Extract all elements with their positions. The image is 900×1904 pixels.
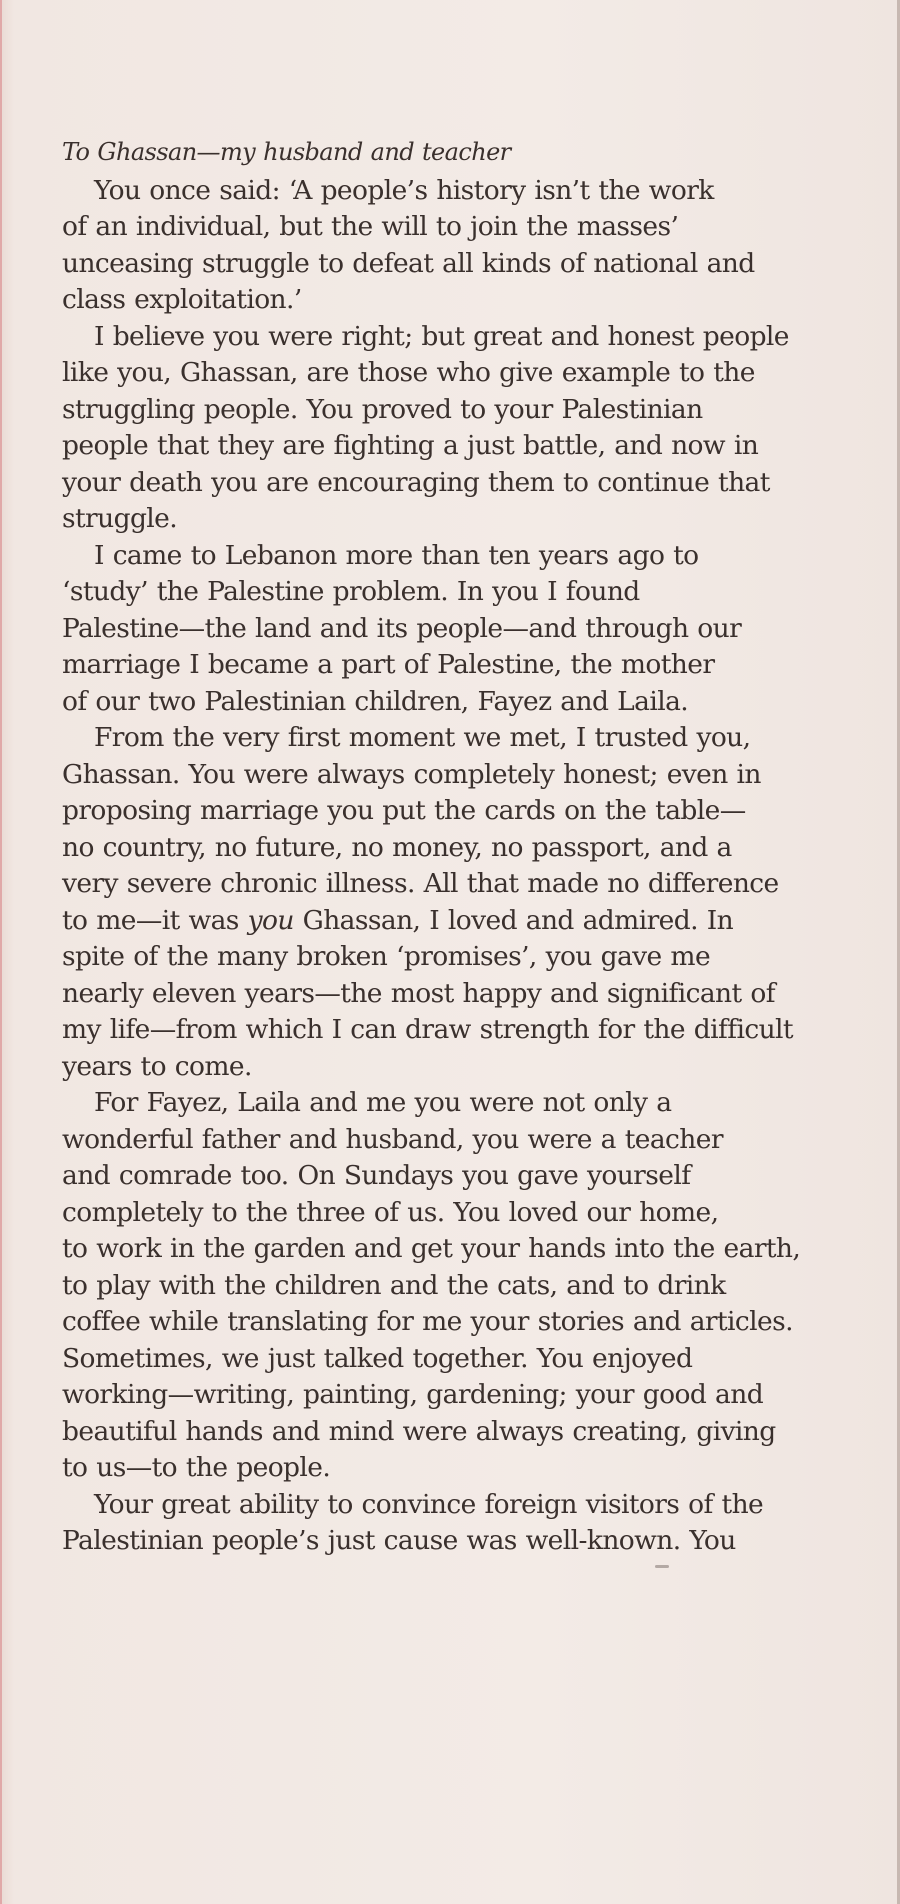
paragraph-5-line-2: wonderful father and husband, you were a teacher [62, 1123, 723, 1155]
paragraph-6-line-1: Your great ability to convince foreign visitors of the [94, 1488, 764, 1520]
paragraph-4-line-5: very severe chronic illness. All that made no difference [62, 868, 779, 899]
dedication: To Ghassan—my husband and teacher [62, 138, 511, 166]
letter-body [62, 134, 882, 1560]
paragraph-5-line-9: working—writing, painting, gardening; your good and [62, 1379, 764, 1410]
paragraph-4-line-6-end: Ghassan, I loved and admired. In [302, 904, 734, 936]
paragraph-4-line-10: years to come. [62, 1050, 252, 1082]
paragraph-4-line-2: Ghassan. You were always completely honest; even in [62, 758, 761, 790]
paragraph-4-line-8: nearly eleven years—the most happy and significant of [62, 977, 775, 1009]
paragraph-2-line-3: struggling people. You proved to your Palestinian [62, 393, 703, 425]
paragraph-1-line-3: unceasing struggle to defeat all kinds of national and [62, 247, 755, 279]
paragraph-2-line-5: your death you are encouraging them to continue that [62, 466, 770, 498]
emphasis-you: you [247, 904, 294, 936]
paragraph-2-line-2: like you, Ghassan, are those who give example to the [62, 357, 755, 388]
paragraph-5-line-1: For Fayez, Laila and me you were not only a [94, 1087, 672, 1118]
paragraph-4-line-7: spite of the many broken ‘promises’, you gave me [62, 941, 711, 972]
paragraph-5-line-8: Sometimes, we just talked together. You enjoyed [62, 1342, 693, 1374]
paragraph-2-line-1: I believe you were right; but great and honest people [94, 320, 789, 352]
paragraph-5-line-11: to us—to the people. [62, 1452, 331, 1483]
paragraph-1-line-1: You once said: ‘A people’s history isn’t the work [94, 174, 714, 206]
paragraph-4-line-1: From the very first moment we met, I trusted you, [94, 722, 751, 753]
paragraph-4-line-9: my life—from which I can draw strength for the difficult [62, 1014, 793, 1045]
paragraph-5-line-5: to work in the garden and get your hands into the earth, [62, 1233, 801, 1264]
ink-speck [655, 1565, 669, 1568]
paragraph-4-line-6-start: to me—it was [62, 904, 239, 936]
paragraph-5-line-7: coffee while translating for me your stories and articles. [62, 1306, 793, 1337]
paragraph-4-line-4: no country, no future, no money, no passport, and a [62, 831, 732, 863]
paragraph-3-line-1: I came to Lebanon more than ten years ago to [94, 539, 699, 571]
page-left-edge [0, 0, 2, 1904]
paragraph-3-line-4: marriage I became a part of Palestine, the mother [62, 649, 715, 680]
paragraph-3-line-5: of our two Palestinian children, Fayez and Laila. [62, 685, 689, 717]
paragraph-1-line-2: of an individual, but the will to join the masses’ [62, 211, 679, 242]
paragraph-5-line-3: and comrade too. On Sundays you gave yourself [62, 1160, 691, 1191]
paragraph-5-line-6: to play with the children and the cats, and to drink [62, 1269, 726, 1301]
paragraph-2-line-4: people that they are fighting a just battle, and now in [62, 430, 759, 461]
paragraph-3-line-3: Palestine—the land and its people—and through our [62, 612, 742, 644]
paragraph-3-line-2: ‘study’ the Palestine problem. In you I found [62, 576, 640, 607]
paragraph-4-line-3: proposing marriage you put the cards on the table— [62, 795, 746, 826]
paragraph-2-line-6: struggle. [62, 503, 178, 534]
paragraph-6-line-2: Palestinian people’s just cause was well-known. You [62, 1525, 736, 1556]
paragraph-5-line-4: completely to the three of us. You loved our home, [62, 1196, 719, 1228]
paragraph-5-line-10: beautiful hands and mind were always creating, giving [62, 1415, 776, 1447]
paragraph-4-line-6 [62, 903, 882, 940]
paragraph-1-line-4: class exploitation.’ [62, 284, 302, 315]
